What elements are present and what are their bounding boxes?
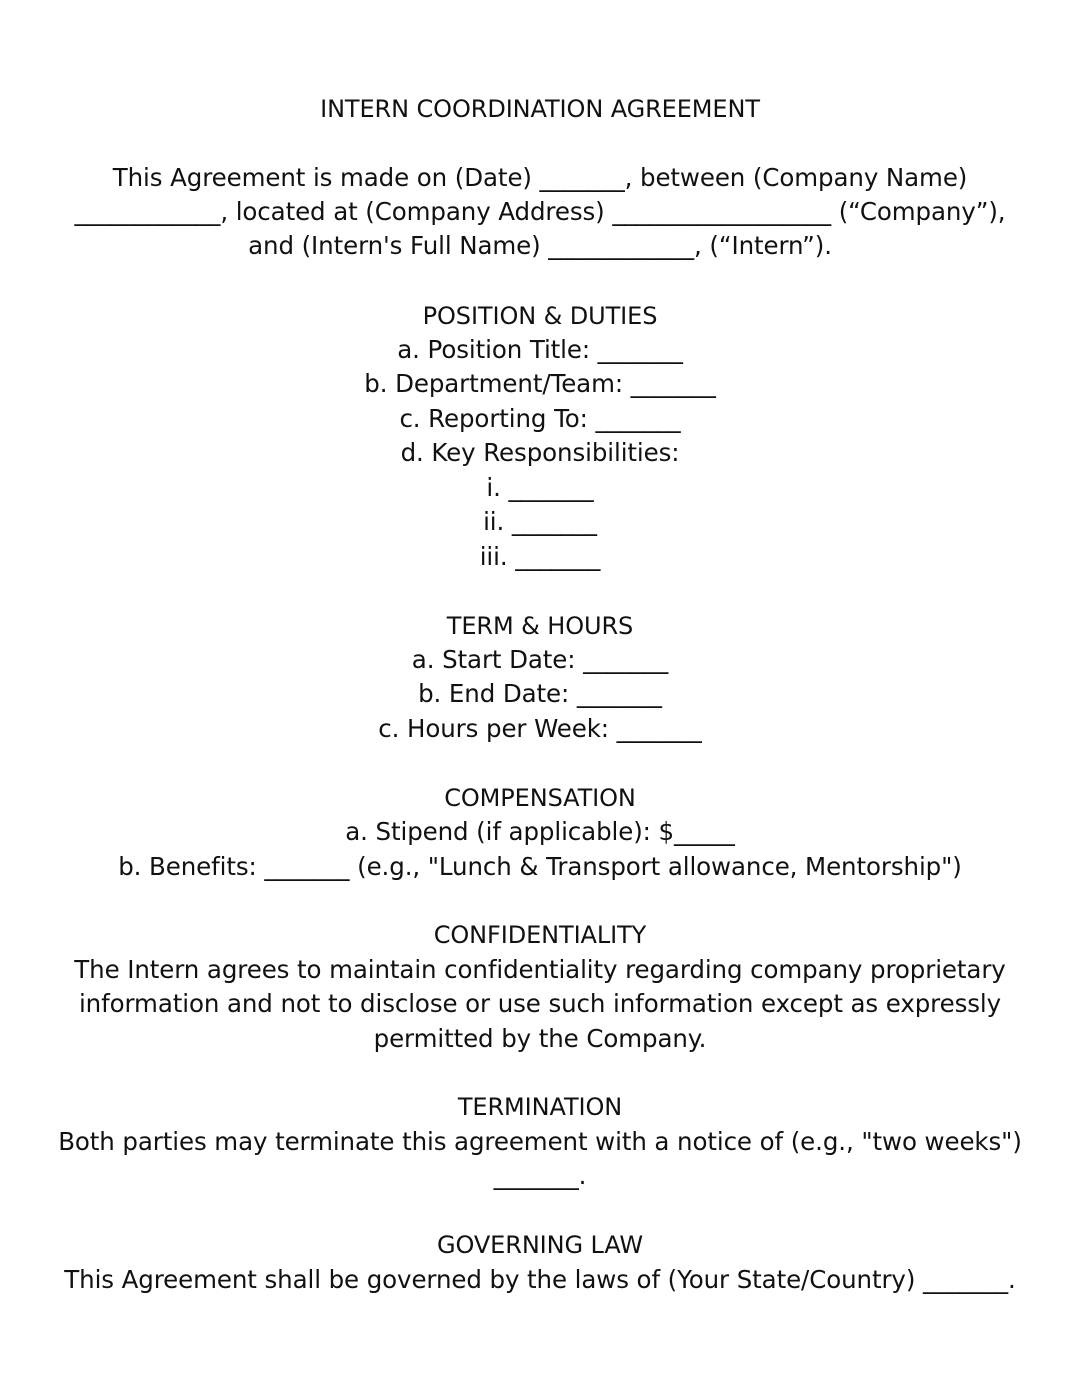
termination-heading: TERMINATION <box>457 1093 623 1121</box>
benefits-item: b. Benefits: _______ (e.g., "Lunch & Transport allowance, Mentorship") <box>118 852 962 881</box>
intro-line-2: ____________, located at (Company Address) __________________ (“Company”), <box>74 197 1006 226</box>
document-title: INTERN COORDINATION AGREEMENT <box>320 95 760 123</box>
termination-line-2: _______. <box>493 1161 587 1190</box>
confidentiality-line-3: permitted by the Company. <box>373 1024 707 1053</box>
confidentiality-line-2: information and not to disclose or use such information except as expressly <box>78 989 1002 1018</box>
responsibility-iii: iii. _______ <box>479 542 601 571</box>
end-date-item: b. End Date: _______ <box>418 679 662 708</box>
term-heading: TERM & HOURS <box>446 612 634 640</box>
responsibility-i: i. _______ <box>486 473 594 502</box>
start-date-item: a. Start Date: _______ <box>411 645 669 674</box>
intro-line-1: This Agreement is made on (Date) _______, between (Company Name) <box>112 163 968 192</box>
confidentiality-line-1: The Intern agrees to maintain confidentiality regarding company proprietary <box>74 955 1006 984</box>
hours-per-week-item: c. Hours per Week: _______ <box>378 714 702 743</box>
key-responsibilities-item: d. Key Responsibilities: <box>400 438 680 467</box>
governing-law-line: This Agreement shall be governed by the laws of (Your State/Country) _______. <box>64 1265 1016 1294</box>
reporting-to-item: c. Reporting To: _______ <box>399 404 681 433</box>
position-heading: POSITION & DUTIES <box>422 302 658 330</box>
compensation-heading: COMPENSATION <box>444 784 636 812</box>
department-item: b. Department/Team: _______ <box>364 369 716 398</box>
position-title-item: a. Position Title: _______ <box>397 335 683 364</box>
intro-line-3: and (Intern's Full Name) ____________, (“Intern”). <box>248 231 832 260</box>
governing-law-heading: GOVERNING LAW <box>437 1231 643 1259</box>
responsibility-ii: ii. _______ <box>483 507 597 536</box>
stipend-item: a. Stipend (if applicable): $_____ <box>345 817 735 846</box>
confidentiality-heading: CONFIDENTIALITY <box>433 921 647 949</box>
termination-line-1: Both parties may terminate this agreement with a notice of (e.g., "two weeks") <box>58 1127 1022 1156</box>
